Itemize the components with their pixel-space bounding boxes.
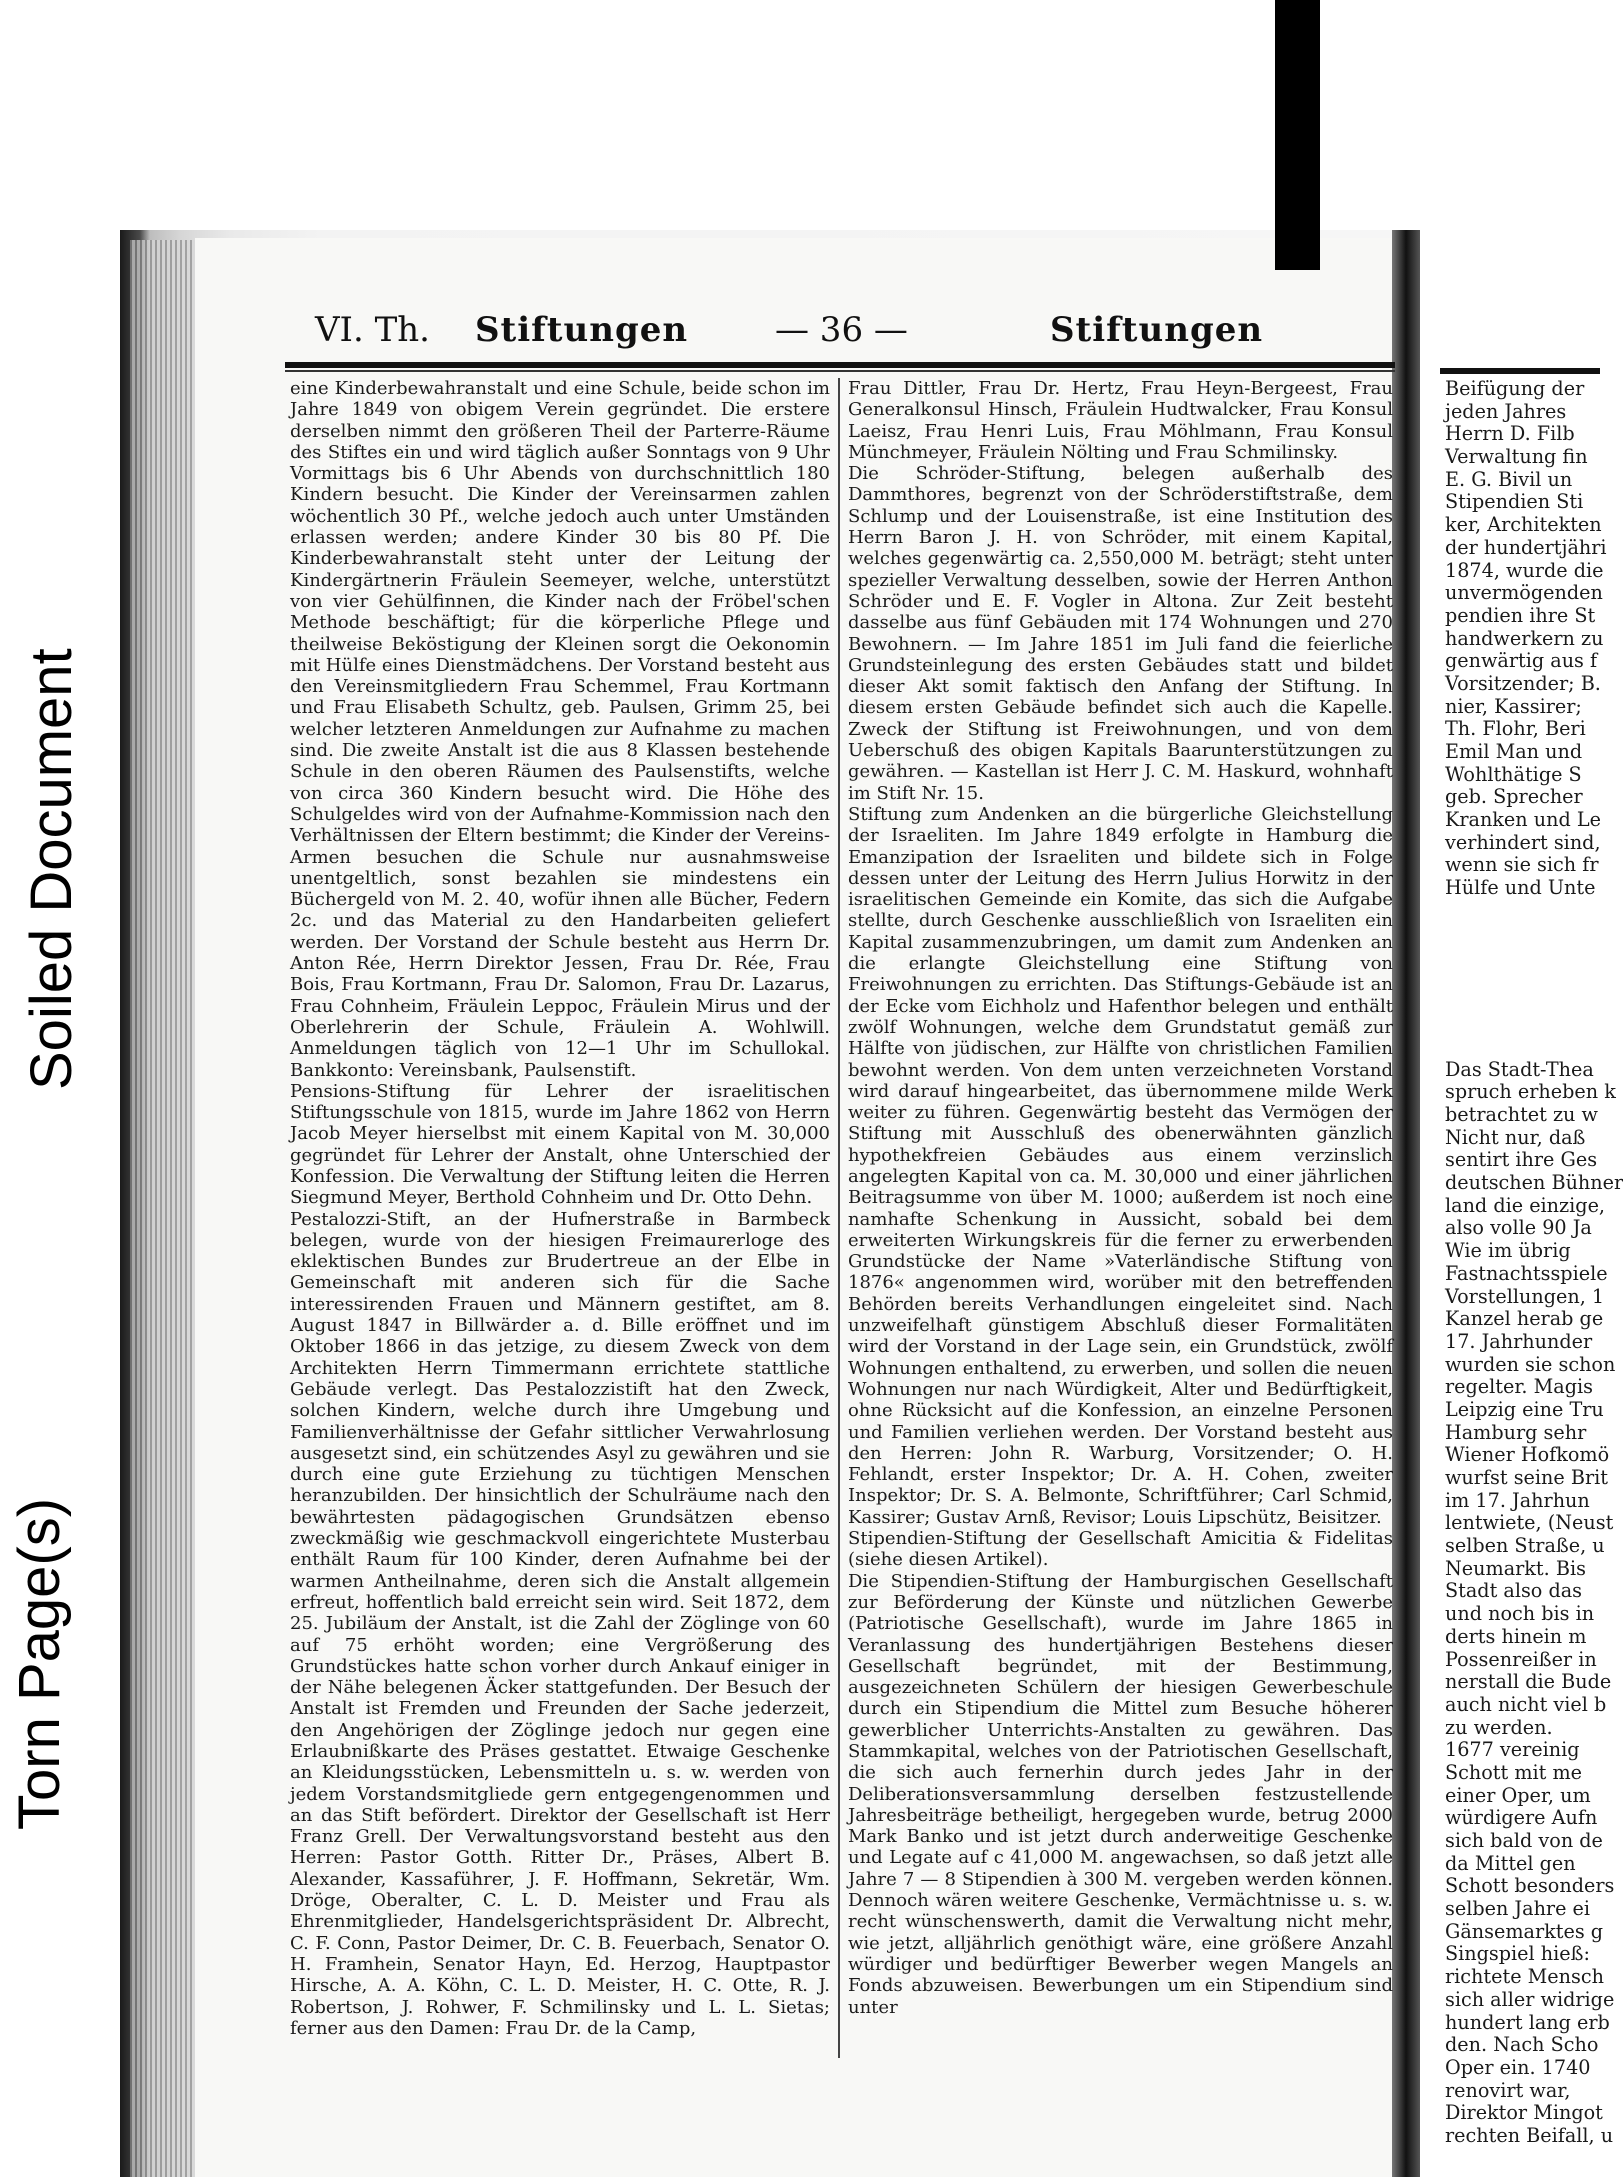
text-line: Direktor Mingot bbox=[1445, 2101, 1603, 2125]
column-divider bbox=[838, 378, 840, 2058]
text-line: Wie im übrig bbox=[1445, 1239, 1571, 1263]
text-line: land die einzige, bbox=[1445, 1193, 1606, 1217]
text-line bbox=[1445, 900, 1615, 923]
text-line: Fastnachtsspiele bbox=[1445, 1261, 1608, 1285]
text-line bbox=[1445, 1036, 1615, 1059]
page-edges bbox=[130, 240, 200, 2177]
text-line: genwärtig aus f bbox=[1445, 649, 1598, 673]
book-gutter bbox=[1392, 230, 1420, 2177]
text-line: würdigere Aufn bbox=[1445, 1806, 1598, 1830]
text-line: Schott mit me bbox=[1445, 1760, 1583, 1784]
text-line: unvermögenden bbox=[1445, 581, 1603, 605]
header-volume: VI. Th. bbox=[315, 310, 430, 350]
paragraph: eine Kinderbewahranstalt und eine Schule, beide schon im Jahre 1849 von obigem Verein gegründet. Die erstere derselben nimmt den größeren Theil der Parterre-Räume des Stiftes ein und wird täglich außer Sonntags von 9 Uhr Vormittags bis 6 Uhr Abends von durchschnittlich 180 Kindern besucht. Die Kinder der Vereinsarmen zahlen wöchentlich 30 Pf., welche jedoch auch unter Umständen erlassen werden; andere Kinder 30 bis 80 Pf. Die Kinderbewahranstalt steht unter der Leitung der Kindergärtnerin Fräulein Seemeyer, welche, unterstützt von vier Gehülfinnen, die Kinder nach der Fröbel'schen Methode beschäftigt; für die körperliche Pflege und theilweise Beköstigung der Kleinen sorgt die Oekonomin mit Hülfe eines Dienstmädchens. Der Vorstand besteht aus den Vereinsmitgliedern Frau Schemmel, Frau Kortmann und Frau Elisabeth Schultz, geb. Paulsen, Grimm 25, bei welcher letzteren Anmeldungen zur Aufnahme zu machen sind. Die zweite Anstalt ist die aus 8 Klassen bestehende Schule in den oberen Räumen des Paulsenstifts, welche von circa 360 Kindern besucht wird. Die Höhe des Schulgeldes wird von der Aufnahme-Kommission nach den Verhältnissen der Eltern bestimmt; die Kinder der Vereins-Armen besuchen die Schule nur ausnahmsweise unentgeltlich, sonst bezahlen sie mindestens ein Büchergeld von M. 2. 40, wofür ihnen alle Bücher, Federn 2c. und das Material zu den Handarbeiten geliefert werden. Der Vorstand der Schule besteht aus Herrn Dr. Anton Rée, Herrn Direktor Jessen, Frau Dr. Rée, Frau Bois, Frau Kortmann, Frau Dr. Salomon, Frau Dr. Lazarus, Frau Cohnheim, Fräulein Leppoc, Fräulein Mirus und der Oberlehrerin der Schule, Fräulein A. Wohlwill. Anmeldungen täglich von 12—1 Uhr im Schullokal. Bankkonto: Vereinsbank, Paulsenstift. bbox=[290, 378, 830, 1081]
right-column-fragment bbox=[1445, 377, 1623, 2148]
text-line: wurden sie schon bbox=[1445, 1352, 1616, 1376]
header-rule-thin bbox=[285, 370, 1395, 372]
text-line: spruch erheben k bbox=[1445, 1080, 1616, 1104]
text-line: und noch bis in bbox=[1445, 1602, 1595, 1626]
text-line: handwerkern zu bbox=[1445, 626, 1604, 650]
text-line: pendien ihre St bbox=[1445, 603, 1596, 627]
text-line: Wiener Hofkomö bbox=[1445, 1443, 1610, 1467]
text-line: 17. Jahrhunder bbox=[1445, 1329, 1593, 1353]
paragraph: Pestalozzi-Stift, an der Hufnerstraße in Barmbeck belegen, wurde von der hiesigen Freimaurerloge des eklektischen Bundes zur Brudertreue an der Elbe in Gemeinschaft mit anderen sich für die Sache interessirenden Frauen und Männern gestiftet, am 8. August 1847 in Billwärder a. d. Bille eröffnet und im Oktober 1866 in das jetzige, zu diesem Zweck von dem Architekten Herrn Timmermann errichtete stattliche Gebäude verlegt. Das Pestalozzistift hat den Zweck, solchen Kindern, welche durch ihre Umgebung und Familienverhältnisse der Gefahr sittlicher Verwahrlosung ausgesetzt sind, ein schützendes Asyl zu gewähren und sie durch eine gute Erziehung zu tüchtigen Menschen heranzubilden. Der hinsichtlich der Schulräume nach den bewährtesten pädagogischen Grundsätzen ebenso zweckmäßig wie geschmackvoll eingerichtete Musterbau enthält Raum für 100 Kinder, deren Aufnahme bei der warmen Antheilnahme, deren sich die Anstalt allgemein erfreut, hoffentlich bald erreicht sein wird. Seit 1872, dem 25. Jubiläum der Anstalt, ist die Zahl der Zöglinge von 60 auf 75 erhöht worden; eine Vergrößerung des Grundstückes hatte schon vorher durch Ankauf einiger in der Nähe belegenen Äcker stattgefunden. Der Besuch der Anstalt ist Fremden und Freunden der Sache jederzeit, den Angehörigen der Zöglinge jedoch nur gegen eine Erlaubnißkarte des Präses gestattet. Etwaige Geschenke an Kleidungsstücken, Lebensmitteln u. s. w. werden von jedem Vorstandsmitgliede gern entgegengenommen und an das Stift befördert. Direktor der Gesellschaft ist Herr Franz Grell. Der Verwaltungsvorstand besteht aus den Herren: Pastor Gotth. Ritter Dr., Präses, Albert B. Alexander, Kassaführer, J. F. Hoffmann, Sekretär, Wm. Dröge, Oberalter, C. L. D. Meister und Frau als Ehrenmitglieder, Handelsgerichtspräsident Dr. Albrecht, C. F. Conn, Pastor Deimer, Dr. C. B. Feuerbach, Senator O. H. Framhein, Senator Hayn, Ed. Herzog, Hauptpastor Hirsche, A. A. Köhn, C. L. D. Meister, H. C. Otte, R. J. Robertson, J. Rohwer, F. Schmilinsky und L. L. Sietas; ferner aus den Damen: Frau Dr. de la Camp, bbox=[290, 1208, 830, 2039]
paragraph: Stiftung zum Andenken an die bürgerliche Gleichstellung der Israeliten. Im Jahre 1849 erfolgte in Hamburg die Emanzipation der Israeliten und bildete sich in Folge dessen unter der Leitung des Herrn Julius Horwitz in der israelitischen Gemeinde ein Komite, das sich die Aufgabe stellte, durch Geschenke ausschließlich von Israeliten ein Kapital zusammenzubringen, um damit zum Andenken an die erlangte Gleichstellung eine Stiftung von Freiwohnungen zu errichten. Das Stiftungs-Gebäude ist an der Ecke vom Eichholz und Hafenthor belegen und enthält zwölf Wohnungen, welche dem Grundstatut gemäß zur Hälfte von jüdischen, zur Hälfte von christlichen Familien bewohnt werden. Von dem unten verzeichneten Vorstand wird darauf hingearbeitet, das übernommene milde Werk weiter zu führen. Gegenwärtig besteht das Vermögen der Stiftung mit Ausschluß des obenerwähnten gänzlich hypothekfreien Gebäudes aus einem verzinslich angelegten Kapital von ca. M. 30,000 und einer jährlichen Beitragsumme von über M. 1000; außerdem ist noch eine namhafte Schenkung in Aussicht, sobald bei dem erweiterten Wirkungskreis für die ferner zu erwerbenden Grundstücke der Name »Vaterländische Stiftung von 1876« angenommen wird, worüber mit den betreffenden Behörden bereits Verhandlungen eingeleitet sind. Nach unzweifelhaft günstigem Abschluß dieser Formalitäten wird der Vorstand in der Lage sein, ein Grundstück, zwölf Wohnungen enthaltend, zu erwerben, und sollen die neuen Wohnungen nur nach Würdigkeit, Alter und Bedürftigkeit, ohne Rücksicht auf die Konfession, an einzelne Personen und Familien verliehen werden. Der Vorstand besteht aus den Herren: John R. Warburg, Vorsitzender; O. H. Fehlandt, erster Inspektor; Dr. A. H. Cohen, zweiter Inspektor; Dr. S. A. Belmonte, Schriftführer; Carl Schmid, Kassirer; Gustav Arnß, Revisor; Louis Lipschütz, Beisitzer. bbox=[848, 803, 1393, 1528]
text-line: der hundertjähri bbox=[1445, 535, 1607, 559]
text-line: Wohlthätige S bbox=[1445, 762, 1582, 786]
text-line: Stipendien Sti bbox=[1445, 490, 1584, 514]
paragraph: Die Stipendien-Stiftung der Hamburgischen Gesellschaft zur Beförderung der Künste und nützlichen Gewerbe (Patriotische Gesellschaft), wurde im Jahre 1865 in Veranlassung des hundertjährigen Bestehens dieser Gesellschaft begründet, mit der Bestimmung, ausgezeichneten Schülern der hiesigen Gewerbeschule durch ein Stipendium die Mittel zum Besuche höherer gewerblicher Unterrichts-Anstalten zu gewähren. Das Stammkapital, welches von der Patriotischen Gesellschaft, die sich auch fernerhin durch jedes Jahr in der Deliberationsversammlung derselben festzustellende Jahresbeiträge betheiligt, hergegeben wurde, betrug 2000 Mark Banko und ist jetzt durch anderweitige Geschenke und Legate auf c 41,000 M. angewachsen, so daß jetzt alle Jahre 7 — 8 Stipendien à 300 M. vergeben werden können. Dennoch wären weitere Geschenke, Vermächtnisse u. s. w. recht wünschenswerth, damit die Verwaltung nicht mehr, wie jetzt, alljährlich genöthigt wäre, eine größere Anzahl würdiger und bedürftiger Bewerber wegen Mangels an Fonds abzuweisen. Bewerbungen um ein Stipendium sind unter bbox=[848, 1570, 1393, 2018]
text-line: renovirt war, bbox=[1445, 2078, 1571, 2102]
text-line: wenn sie sich fr bbox=[1445, 853, 1599, 877]
text-line bbox=[1445, 991, 1615, 1014]
text-line: Singspiel hieß: bbox=[1445, 1942, 1590, 1966]
text-line: im 17. Jahrhun bbox=[1445, 1488, 1590, 1512]
text-line bbox=[1445, 1013, 1615, 1036]
text-line: deutschen Bühner bbox=[1445, 1171, 1623, 1195]
text-line: selben Straße, u bbox=[1445, 1534, 1605, 1558]
text-line: Das Stadt-Thea bbox=[1445, 1057, 1594, 1081]
text-line: geb. Sprecher bbox=[1445, 785, 1583, 809]
text-line: E. G. Bivil un bbox=[1445, 467, 1573, 491]
header-right-title: Stiftungen bbox=[1050, 310, 1264, 350]
text-line: regelter. Magis bbox=[1445, 1375, 1593, 1399]
torn-pages-label: Torn Page(s) bbox=[7, 1497, 72, 1830]
text-line bbox=[1445, 968, 1615, 991]
text-line: nerstall die Bude bbox=[1445, 1670, 1612, 1694]
paragraph: Stipendien-Stiftung der Gesellschaft Amicitia & Fidelitas (siehe diesen Artikel). bbox=[848, 1528, 1393, 1571]
next-page-header-rule bbox=[1440, 368, 1600, 374]
text-line: Kanzel herab ge bbox=[1445, 1307, 1604, 1331]
soiled-document-label: Soiled Document bbox=[19, 648, 84, 1090]
middle-column bbox=[848, 378, 1393, 2018]
text-line: Schott besonders bbox=[1445, 1874, 1615, 1898]
text-line: Stadt also das bbox=[1445, 1579, 1583, 1603]
text-line: Emil Man und bbox=[1445, 740, 1583, 763]
text-line: richtete Mensch bbox=[1445, 1965, 1604, 1989]
text-line: Th. Flohr, Beri bbox=[1445, 717, 1586, 741]
page-header bbox=[315, 310, 1264, 360]
text-line: nier, Kassirer; bbox=[1445, 694, 1582, 718]
text-line: Oper ein. 1740 bbox=[1445, 2055, 1591, 2079]
text-line: derts hinein m bbox=[1445, 1624, 1587, 1648]
text-line: sentirt ihre Ges bbox=[1445, 1148, 1598, 1172]
text-line: Neumarkt. Bis bbox=[1445, 1556, 1586, 1580]
text-line: sich aller widrige bbox=[1445, 1987, 1615, 2011]
text-line: Hülfe und Unte bbox=[1445, 876, 1596, 900]
text-line: Gänsemarktes g bbox=[1445, 1919, 1604, 1943]
text-line: den. Nach Scho bbox=[1445, 2033, 1599, 2057]
header-page-number: — 36 — bbox=[775, 310, 908, 350]
text-line: Nicht nur, daß bbox=[1445, 1125, 1586, 1149]
paragraph: Frau Dittler, Frau Dr. Hertz, Frau Heyn-Bergeest, Frau Generalkonsul Hinsch, Fräulein Hudtwalcker, Frau Konsul Laeisz, Frau Henri Luis, Frau Möhlmann, Frau Konsul Münchmeyer, Fräulein Nölting und Frau Schmilinsky. bbox=[848, 378, 1393, 463]
text-line: verhindert sind, bbox=[1445, 830, 1601, 854]
text-line: sich bald von de bbox=[1445, 1829, 1603, 1852]
header-left-title: Stiftungen bbox=[475, 310, 689, 350]
text-line: Beifügung der bbox=[1445, 377, 1585, 400]
text-line: ker, Architekten bbox=[1445, 513, 1602, 537]
text-line: da Mittel gen bbox=[1445, 1851, 1576, 1875]
text-line: hundert lang erb bbox=[1445, 2010, 1610, 2034]
text-line: auch nicht viel b bbox=[1445, 1692, 1607, 1716]
header-rule bbox=[285, 362, 1395, 368]
text-line: Leipzig eine Tru bbox=[1445, 1397, 1604, 1421]
paragraph: Die Schröder-Stiftung, belegen außerhalb des Dammthores, begrenzt von der Schröderstiftstraße, dem Schlump und der Louisenstraße, ist eine Institution des Herrn Baron J. H. von Schröder, mit einem Kapital, welches gegenwärtig ca. 2,550,000 M. beträgt; steht unter spezieller Verwaltung desselben, sowie der Herren Anthon Schröder und E. F. Vogler in Altona. Zur Zeit besteht dasselbe aus fünf Gebäuden mit 174 Wohnungen und 270 Bewohnern. — Im Jahre 1851 im Juli fand die feierliche Grundsteinlegung des ersten Gebäudes statt und bildet dieser Akt somit faktisch den Anfang der Stiftung. In diesem ersten Gebäude befindet sich auch die Kapelle. Zweck der Stiftung ist Freiwohnungen, und von dem Ueberschuß des obigen Kapitals Baarunterstützungen zu gewähren. — Kastellan ist Herr J. C. M. Haskurd, wohnhaft im Stift Nr. 15. bbox=[848, 463, 1393, 804]
text-line: Verwaltung fin bbox=[1445, 445, 1588, 469]
text-line: betrachtet zu w bbox=[1445, 1103, 1598, 1126]
text-line: 1677 vereinig bbox=[1445, 1738, 1580, 1762]
text-line: einer Oper, um bbox=[1445, 1783, 1591, 1807]
text-line: rechten Beifall, u bbox=[1445, 2123, 1614, 2147]
next-page-dark-edge bbox=[1275, 0, 1320, 270]
text-line: Vorstellungen, 1 bbox=[1445, 1284, 1605, 1308]
text-line: Kranken und Le bbox=[1445, 808, 1601, 832]
text-line: selben Jahre ei bbox=[1445, 1897, 1591, 1921]
text-line: Possenreißer in bbox=[1445, 1647, 1597, 1671]
text-line: jeden Jahres bbox=[1445, 399, 1567, 423]
text-line: Herrn D. Filb bbox=[1445, 422, 1575, 446]
text-line: Hamburg sehr bbox=[1445, 1420, 1587, 1444]
text-line: zu werden. bbox=[1445, 1715, 1553, 1739]
text-line: also volle 90 Ja bbox=[1445, 1216, 1592, 1240]
text-line: 1874, wurde die bbox=[1445, 558, 1604, 582]
text-line bbox=[1445, 923, 1615, 946]
paragraph: Pensions-Stiftung für Lehrer der israelitischen Stiftungsschule von 1815, wurde im Jahre 1862 von Herrn Jacob Meyer hierselbst mit einem Kapital von M. 30,000 gegründet für Lehrer der Anstalt, ohne Unterschied der Konfession. Die Verwaltung der Stiftung leiten die Herren Siegmund Meyer, Berthold Cohnheim und Dr. Otto Dehn. bbox=[290, 1080, 830, 1209]
text-line: Vorsitzender; B. bbox=[1445, 671, 1601, 695]
left-column bbox=[290, 378, 830, 2039]
text-line: wurfst seine Brit bbox=[1445, 1466, 1608, 1489]
text-line bbox=[1445, 945, 1615, 968]
text-line: lentwiete, (Neust bbox=[1445, 1511, 1614, 1535]
